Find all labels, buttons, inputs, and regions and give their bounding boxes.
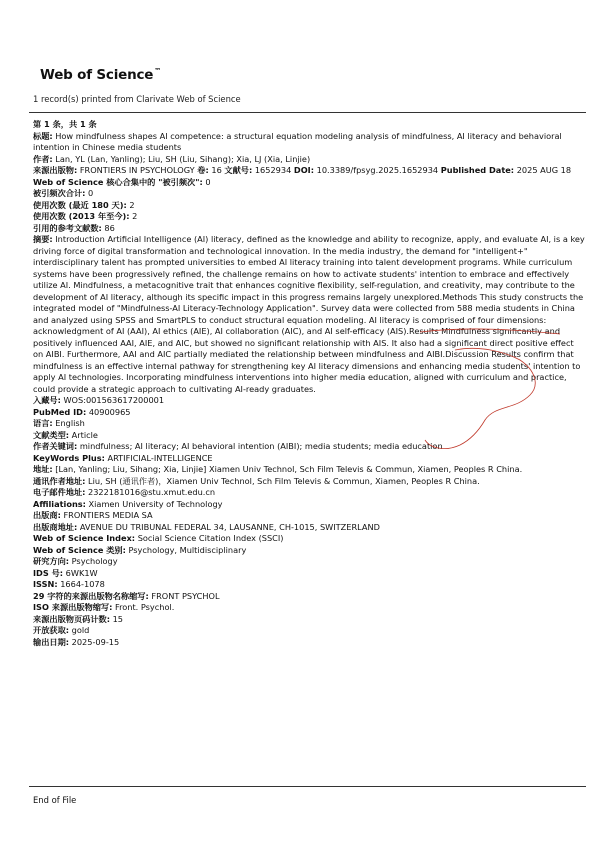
abstract-label: 摘要: (33, 234, 53, 244)
ids-label: IDS 号: (33, 567, 64, 578)
wos-index-label: Web of Science Index: (33, 533, 136, 543)
kwplus-value: ARTIFICIAL-INTELLIGENCE (107, 452, 213, 463)
pagecount-value: 15 (112, 613, 123, 624)
article-no-value: 1652934 (254, 165, 292, 175)
total-cited-row (33, 188, 585, 200)
research-area-label: 研究方向: (33, 556, 70, 566)
language-label: 语言: (33, 418, 53, 428)
language-row (33, 418, 585, 430)
keywords-label: 作者关键词: (33, 441, 78, 451)
output-date-value: 2025-09-15 (71, 636, 120, 647)
printed-note: 1 record(s) printed from Clarivate Web of Science (33, 94, 241, 104)
wos-category-row (33, 545, 585, 557)
usage-180-value: 2 (129, 199, 135, 210)
usage-2013-label: 使用次数 (2013 年至今): (33, 211, 130, 221)
corr-label: 通讯作者地址: (33, 475, 86, 486)
language-value: English (55, 418, 85, 428)
kwplus-row (33, 453, 585, 465)
oa-row (33, 625, 585, 637)
doctype-label: 文献类型: (33, 429, 70, 440)
iso-label: ISO 来源出版物缩写: (33, 602, 113, 612)
record-counter: 第 1 条，共 1 条 (33, 119, 97, 129)
record-title: How mindfulness shapes AI competence: a structural equation modeling analysis of mindfulness, AI literacy and behavioral intention in Chinese media students (33, 130, 562, 152)
issn-value: 1664-1078 (60, 579, 105, 589)
accession-label: 入藏号: (33, 395, 61, 405)
usage-180-label: 使用次数 (最近 180 天): (33, 199, 127, 210)
accession-value: WOS:001563617200001 (63, 395, 165, 405)
affiliations-value: Xiamen University of Technology (88, 498, 223, 509)
email-value: 2322181016@stu.xmut.edu.cn (88, 487, 216, 497)
publisher-value: FRONTIERS MEDIA SA (63, 510, 153, 520)
kwplus-label: KeyWords Plus: (33, 452, 105, 463)
refs-row (33, 223, 585, 235)
authors-row (33, 154, 585, 166)
pagecount-row (33, 614, 585, 626)
published-label: Published Date: (440, 165, 515, 175)
address-value: [Lan, Yanling; Liu, Sihang; Xia, Linjie] Xiamen Univ Technol, Sch Film Televis & Commun, Xiamen, Peoples R China. (55, 464, 523, 474)
doctype-row (33, 430, 585, 442)
affiliations-row (33, 499, 585, 511)
title-label: 标题: (33, 130, 53, 141)
volume-value: 16 (211, 165, 222, 175)
abstract-row (33, 234, 585, 395)
abstract-text: Introduction Artificial Intelligence (AI) literacy, defined as the knowledge and ability to recognize, apply, and evaluate AI, is a key driving force of digital transformation and technological innovation. In the media industry, the demand for "intelligent+" interdisciplinary talent has prompted universities to embed AI literacy training into talent development programs. While curriculum systems have been progressively refined, the challenge remains on how to activate students' intention to embrace and effectively utilize AI. Mindfulness, a metacognitive trait that enhances cognitive flexibility, self-regulation, and creativity, may contribute to the development of AI literacy, although its specific impact in this progress remains largely unexplored.Methods This study constructs the integrated model of "Mindfulness-AI Literacy-Technology Application". Survey data were collected from 588 media students in China and analyzed using SPSS and SmartPLS to conduct structural equation modeling. AI literacy is comprised of four dimensions: acknowledgment of AI (AAI), AI ethics (AIE), AI collaboration (AIC), and AI self-efficacy (AIS).Results Mindfulness significantly and positively influenced AAI, AIE, and AIC, but showed no significant relationship with AIS. It also had a significant direct positive effect on AIBI. Furthermore, AAI and AIC partially mediated the relationship between mindfulness and AIBI.Discussion Results confirm that mindfulness is an effective internal pathway for strengthening key AI literacy dimensions and enhancing media students' intention to apply AI technologies. Incorporating mindfulness interventions into higher media education, aligned with curriculum and practice, could provide a strategic approach to cultivating AI-ready graduates. (33, 234, 585, 394)
publisher-addr-value: AVENUE DU TRIBUNAL FEDERAL 34, LAUSANNE, CH-1015, SWITZERLAND (79, 521, 380, 532)
keywords-row (33, 441, 585, 453)
pubmed-value: 40900965 (88, 406, 131, 417)
wos-cited-value: 0 (205, 176, 211, 187)
publisher-row (33, 510, 585, 522)
issn-label: ISSN: (33, 579, 58, 589)
iso-value: Front. Psychol. (114, 602, 175, 612)
abbrev29-label: 29 字符的来源出版物名称缩写: (33, 590, 149, 601)
ids-value: 6WK1W (65, 567, 98, 578)
address-row (33, 464, 585, 476)
research-area-row (33, 556, 585, 568)
doi-value: 10.3389/fpsyg.2025.1652934 (316, 165, 439, 175)
doi-label: DOI: (293, 165, 314, 175)
address-label: 地址: (33, 464, 53, 474)
pubmed-label: PubMed ID: (33, 406, 87, 417)
article-no-label: 文献号: (224, 165, 253, 175)
email-label: 电子邮件地址: (33, 487, 86, 497)
doctype-value: Article (71, 429, 98, 440)
abbrev29-row (33, 591, 585, 603)
total-cited-value: 0 (88, 188, 94, 198)
source-value: FRONTIERS IN PSYCHOLOGY (79, 165, 195, 175)
output-date-row (33, 637, 585, 649)
usage-2013-row (33, 211, 585, 223)
corr-row (33, 476, 585, 488)
end-of-file: End of File (33, 795, 77, 805)
web-of-science-logo (40, 67, 161, 83)
volume-label: 卷: (197, 165, 209, 175)
source-label: 来源出版物: (33, 165, 78, 175)
oa-label: 开放获取: (33, 625, 70, 635)
authors-label: 作者: (33, 153, 53, 164)
record-body (33, 119, 585, 648)
source-row (33, 165, 585, 177)
affiliations-label: Affiliations: (33, 498, 86, 509)
abbrev29-value: FRONT PSYCHOL (151, 590, 220, 601)
usage-180-row (33, 200, 585, 212)
corr-value: Liu, SH (通讯作者)，Xiamen Univ Technol, Sch Film Televis & Commun, Xiamen, Peoples R China. (88, 475, 480, 486)
total-cited-label: 被引频次合计: (33, 188, 86, 198)
publisher-addr-label: 出版商地址: (33, 521, 78, 532)
wos-index-row (33, 533, 585, 545)
wos-category-value: Psychology, Multidisciplinary (128, 544, 247, 555)
research-area-value: Psychology (71, 556, 118, 566)
accession-row (33, 395, 585, 407)
wos-index-value: Social Science Citation Index (SSCI) (137, 533, 284, 543)
pagecount-label: 来源出版物页码计数: (33, 613, 110, 624)
published-value: 2025 AUG 18 (516, 165, 572, 175)
refs-value: 86 (104, 222, 115, 233)
publisher-addr-row (33, 522, 585, 534)
iso-row (33, 602, 585, 614)
brand-text: Web of Science (40, 67, 154, 83)
oa-value: gold (71, 625, 90, 635)
wos-cited-label: Web of Science 核心合集中的 "被引频次": (33, 176, 203, 187)
publisher-label: 出版商: (33, 510, 61, 520)
refs-label: 引用的参考文献数: (33, 222, 102, 233)
title-row (33, 131, 585, 154)
authors-value: Lan, YL (Lan, Yanling); Liu, SH (Liu, Sihang); Xia, LJ (Xia, Linjie) (55, 153, 311, 164)
output-date-label: 输出日期: (33, 636, 70, 647)
issn-row (33, 579, 585, 591)
email-row (33, 487, 585, 499)
ids-row (33, 568, 585, 580)
bottom-divider (29, 786, 586, 787)
wos-category-label: Web of Science 类别: (33, 544, 126, 555)
keywords-value: mindfulness; AI literacy; AI behavioral intention (AIBI); media students; media education (79, 441, 443, 451)
brand-trademark: ™ (154, 67, 162, 75)
top-divider (29, 112, 586, 113)
pubmed-row (33, 407, 585, 419)
wos-cited-row (33, 177, 585, 189)
usage-2013-value: 2 (132, 211, 138, 221)
